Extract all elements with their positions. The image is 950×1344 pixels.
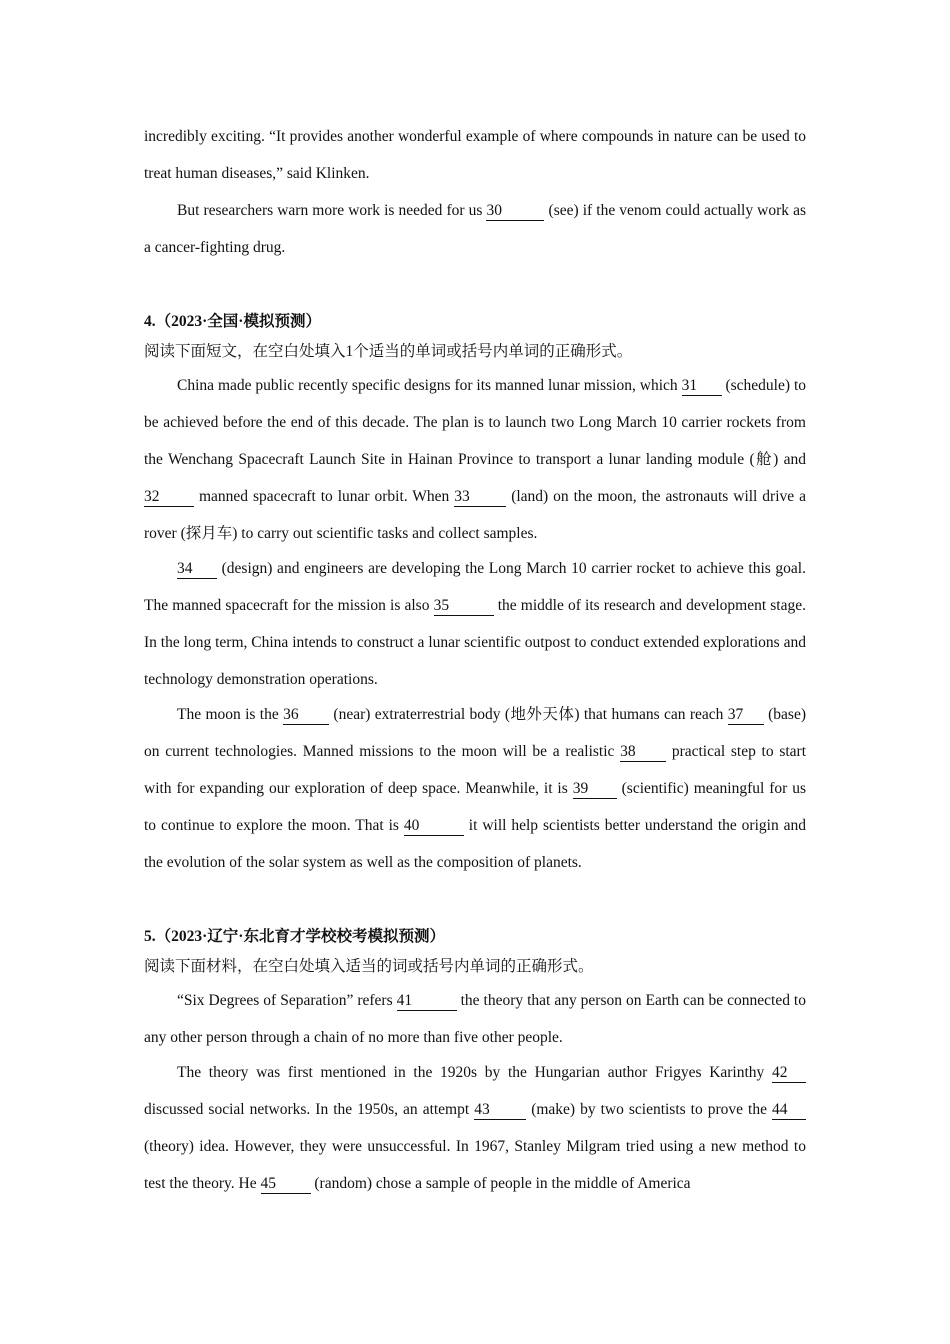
blank-33[interactable]: 33 (454, 488, 506, 507)
top-passage-paragraph-2 (144, 192, 806, 266)
text-run: (make) by two scientists to prove the (526, 1101, 772, 1118)
text-run: the middle of its research and development stage. In the long term, China intends to construct a lunar scientific outpost to conduct extended explorations and technology demonstration operations. (144, 597, 806, 688)
blank-41[interactable]: 41 (397, 992, 457, 1011)
text-run: (random) chose a sample of people in the middle of America (310, 1175, 691, 1192)
text-run: “Six Degrees of Separation” refers (177, 992, 397, 1009)
section-5-paragraph-1 (144, 982, 806, 1056)
text-run: discussed social networks. In the 1950s, an attempt (144, 1101, 475, 1118)
text-run: China made public recently specific designs for its manned lunar mission, which (177, 377, 682, 394)
blank-31[interactable]: 31 (682, 377, 722, 396)
section-5-paragraph-2 (144, 1054, 806, 1202)
text-run: But researchers warn more work is needed for us (177, 202, 487, 219)
text-run: (theory) idea. However, they were unsuccessful. In 1967, Stanley Milgram tried using a new method to test the theory. He (144, 1138, 806, 1192)
text-run: practical step to start with for expanding our exploration of deep space. Meanwhile, it is (144, 743, 807, 797)
blank-44[interactable]: 44 (772, 1101, 806, 1120)
blank-45[interactable]: 45 (261, 1175, 311, 1194)
text-run: the theory that any person on Earth can be connected to any other person through a chain of no more than five other people. (144, 992, 806, 1046)
blank-38[interactable]: 38 (620, 743, 666, 762)
blank-34[interactable]: 34 (177, 560, 217, 579)
blank-37[interactable]: 37 (728, 706, 764, 725)
text-run: (see) if the venom could actually work as a cancer-fighting drug. (144, 202, 806, 256)
text-run: The moon is the (177, 706, 284, 723)
section-5-heading: 5.（2023·辽宁·东北育才学校校考模拟预测） (144, 928, 445, 945)
blank-30[interactable]: 30 (486, 202, 544, 221)
blank-42[interactable]: 42 (772, 1064, 806, 1083)
text-run: (scientific) meaningful for us to continue to explore the moon. That is (144, 780, 807, 834)
section-4-paragraph-1 (144, 367, 806, 552)
text-run: (near) extraterrestrial body (地外天体) that humans can reach (329, 706, 728, 723)
text-run: (land) on the moon, the astronauts will drive a rover (探月车) to carry out scientific tasks and collect samples. (144, 488, 806, 542)
blank-36[interactable]: 36 (283, 706, 329, 725)
section-4-instruction: 阅读下面短文，在空白处填入1个适当的单词或括号内单词的正确形式。 (144, 343, 633, 360)
text-run: (design) and engineers are developing the Long March 10 carrier rocket to achieve this goal. The manned spacecraft for the mission is also (144, 560, 806, 614)
blank-32[interactable]: 32 (144, 488, 194, 507)
section-4-heading: 4.（2023·全国·模拟预测） (144, 313, 321, 330)
section-4-paragraph-3 (144, 696, 806, 881)
text-run: (schedule) to be achieved before the end of this decade. The plan is to launch two Long March 10 carrier rockets from the Wenchang Spacecraft Launch Site in Hainan Province to transport a lunar landing module (舱) and (144, 377, 807, 468)
top-passage-paragraph-1: incredibly exciting. “It provides another wonderful example of where compounds in nature can be used to treat human diseases,” said Klinken. (144, 128, 806, 182)
text-run: manned spacecraft to lunar orbit. When (194, 488, 455, 505)
blank-43[interactable]: 43 (474, 1101, 526, 1120)
blank-39[interactable]: 39 (573, 780, 617, 799)
section-4-paragraph-2 (144, 550, 806, 698)
text-run: it will help scientists better understand the origin and the evolution of the solar system as well as the composition of planets. (144, 817, 806, 871)
text-run: (base) on current technologies. Manned missions to the moon will be a realistic (144, 706, 806, 760)
text-run: The theory was first mentioned in the 1920s by the Hungarian author Frigyes Karinthy (177, 1064, 772, 1081)
blank-40[interactable]: 40 (404, 817, 464, 836)
document-page (144, 118, 806, 1202)
section-5-instruction: 阅读下面材料，在空白处填入适当的词或括号内单词的正确形式。 (144, 958, 594, 975)
blank-35[interactable]: 35 (434, 597, 494, 616)
